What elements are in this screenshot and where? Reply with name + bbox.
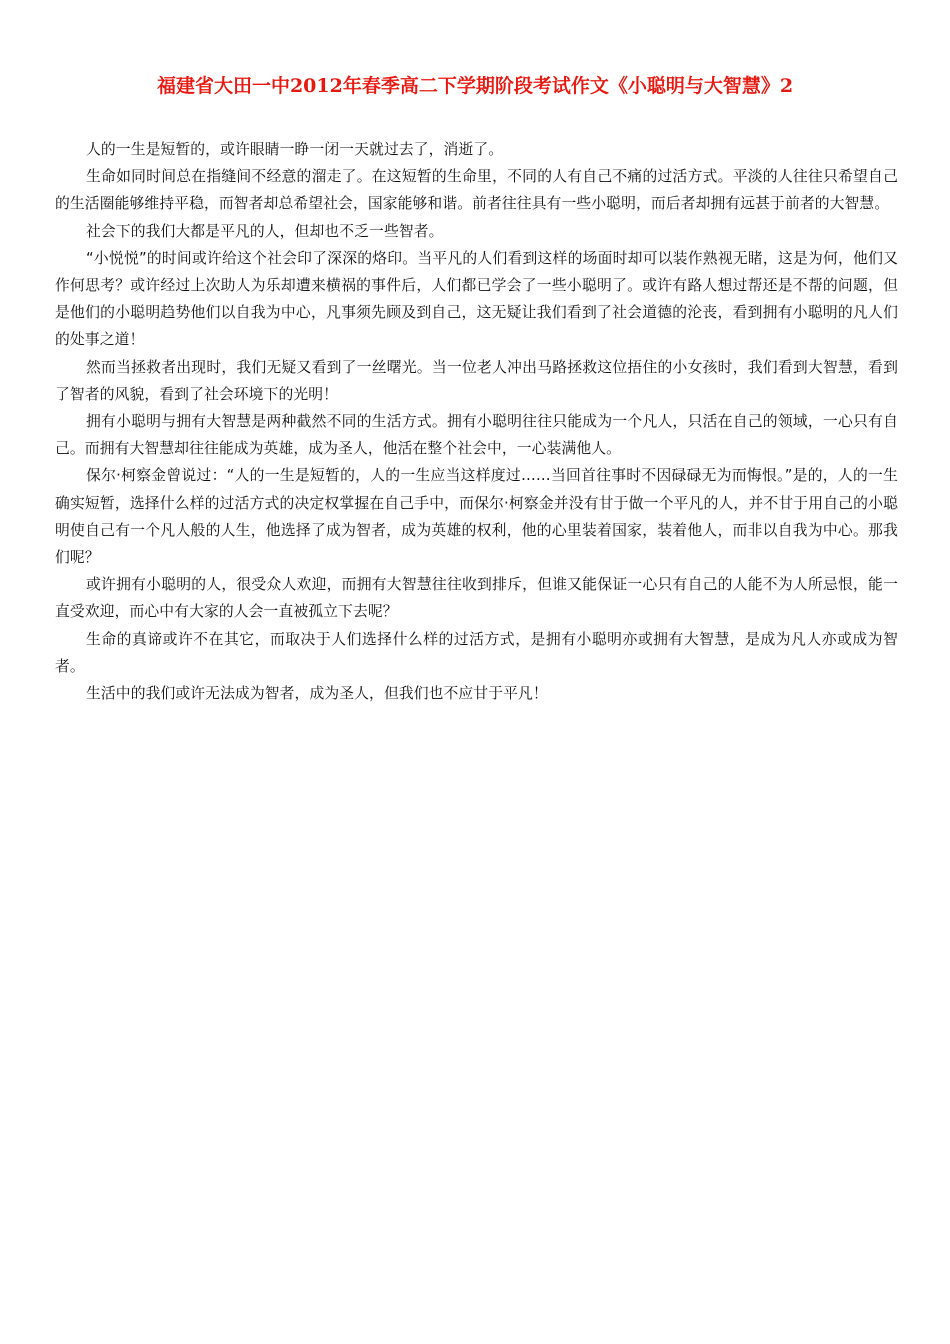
- paragraph-2: 生命如同时间总在指缝间不经意的溜走了。在这短暂的生命里，不同的人有自己不痛的过活方式。平淡的人往往只希望自己的生活圈能够维持平稳，而智者却总希望社会，国家能够和谐。前者往往具有一些小聪明，而后者却拥有远甚于前者的大智慧。: [55, 168, 898, 213]
- paragraph-3: 社会下的我们大都是平凡的人，但却也不乏一些智者。: [86, 222, 444, 240]
- paragraph-10: 生活中的我们或许无法成为智者，成为圣人，但我们也不应甘于平凡！: [86, 685, 548, 703]
- paragraph-1: 人的一生是短暂的，或许眼睛一睁一闭一天就过去了，消逝了。: [86, 141, 504, 158]
- essay-body: [55, 136, 898, 707]
- paragraph-5: 然而当拯救者出现时，我们无疑又看到了一丝曙光。当一位老人冲出马路拯救这位捂住的小女孩时，我们看到大智慧，看到了智者的风貌，看到了社会环境下的光明！: [55, 358, 898, 403]
- paragraph-6: 拥有小聪明与拥有大智慧是两种截然不同的生活方式。拥有小聪明往往只能成为一个凡人，只活在自己的领域，一心只有自己。而拥有大智慧却往往能成为英雄，成为圣人，他活在整个社会中，一心装满他人。: [55, 413, 898, 458]
- paragraph-4: “小悦悦”的时间或许给这个社会印了深深的烙印。当平凡的人们看到这样的场面时却可以装作熟视无睹，这是为何，他们又作何思考？或许经过上次助人为乐却遭来横祸的事件后，人们都已学会了一些小聪明了。或许有路人想过帮还是不帮的问题，但是他们的小聪明趋势他们以自我为中心，凡事须先顾及到自己，这无疑让我们看到了社会道德的沦丧，看到拥有小聪明的凡人们的处事之道！: [55, 249, 898, 349]
- document-title: 福建省大田一中2012年春季高二下学期阶段考试作文《小聪明与大智慧》2: [156, 75, 794, 97]
- paragraph-9: 生命的真谛或许不在其它，而取决于人们选择什么样的过活方式，是拥有小聪明亦或拥有大智慧，是成为凡人亦或成为智者。: [55, 630, 898, 675]
- paragraph-8: 或许拥有小聪明的人，很受众人欢迎，而拥有大智慧往往收到排斥，但谁又能保证一心只有自己的人能不为人所忌恨，能一直受欢迎，而心中有大家的人会一直被孤立下去呢？: [55, 576, 898, 621]
- paragraph-7: 保尔·柯察金曾说过：“人的一生是短暂的，人的一生应当这样度过……当回首往事时不因碌碌无为而悔恨。”是的，人的一生确实短暂，选择什么样的过活方式的决定权掌握在自己手中，而保尔·柯察金并没有甘于做一个平凡的人，并不甘于用自己的小聪明使自己有一个凡人般的人生，他选择了成为智者，成为英雄的权利，他的心里装着国家，装着他人，而非以自我为中心。那我们呢？: [55, 467, 898, 567]
